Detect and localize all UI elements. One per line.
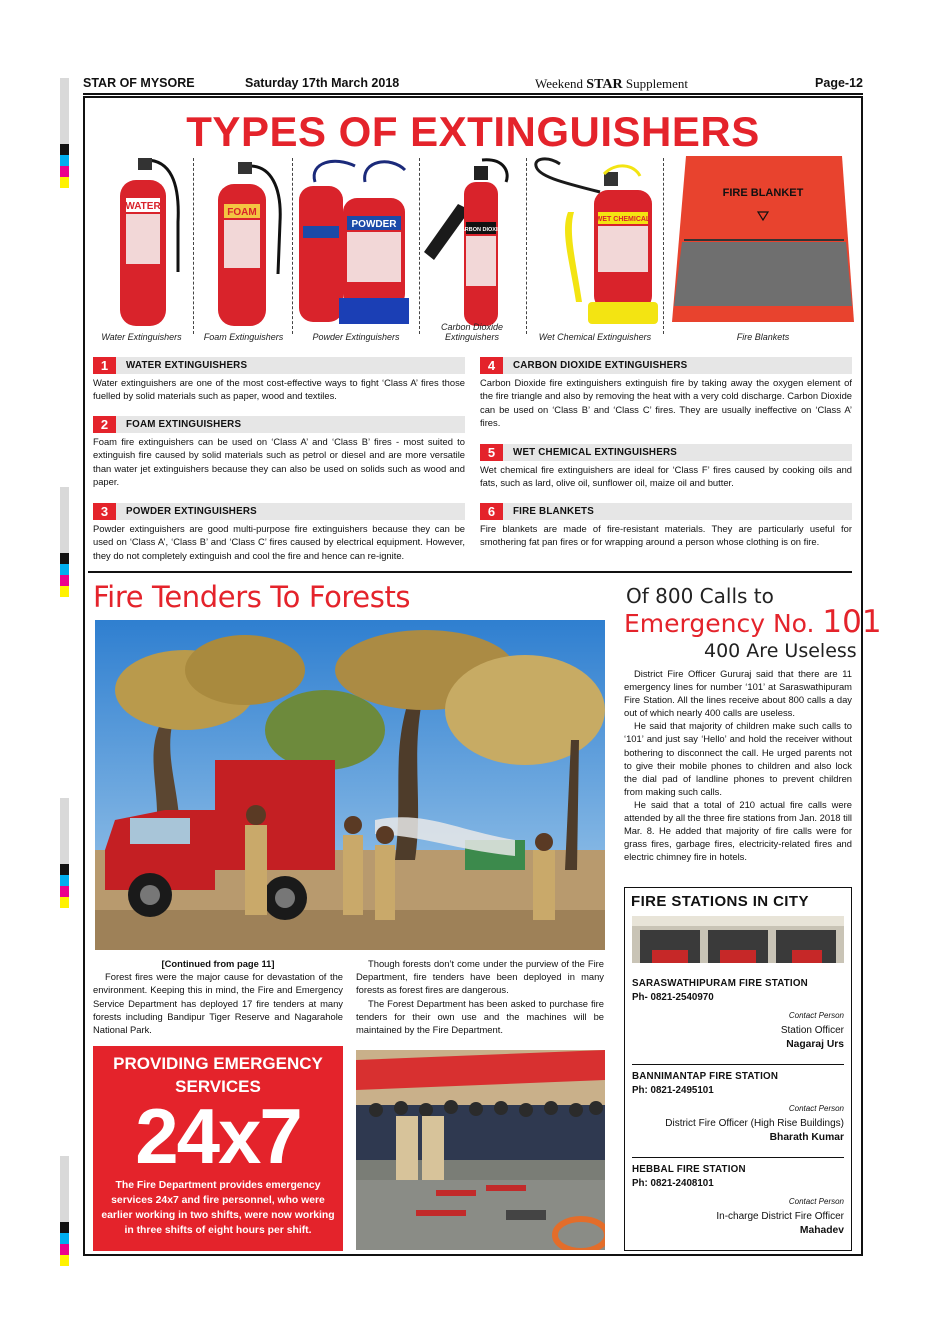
calls-story-body xyxy=(624,667,852,863)
fire-tenders-paragraph: Though forests don’t come under the purview of the Fire Department, fire tenders have been deployed in many forests as forest fires are dangerous. xyxy=(356,958,604,996)
emergency-services-box xyxy=(93,1046,343,1251)
section-header xyxy=(93,357,465,374)
section-foam xyxy=(93,416,465,488)
section-body: Foam fire extinguishers can be used on ‘Class A’ and ‘Class B’ fires - most suited to extinguish fire caused by solid materials such as petrol or diesel and are more versatile than water jet extinguishers because they can also be used on solids such as wood and paper. xyxy=(93,436,465,487)
emergency-24x7: 24x7 xyxy=(135,1092,301,1180)
registration-strip-upper-mid xyxy=(60,487,69,597)
section-co2 xyxy=(480,357,852,429)
fire-blanket-image xyxy=(666,152,860,330)
blanket-label: FIRE BLANKET xyxy=(722,187,804,199)
section-divider xyxy=(88,571,852,573)
section-number: 5 xyxy=(480,444,503,461)
foam-extinguisher-image xyxy=(196,152,291,327)
extinguisher-co2 xyxy=(420,152,524,342)
equipment-demo-photo xyxy=(356,1050,605,1250)
section-title: WATER EXTINGUISHERS xyxy=(126,360,248,371)
foam-label: FOAM xyxy=(227,207,257,218)
supplement-name xyxy=(535,76,688,93)
station-divider xyxy=(632,1157,844,1158)
contact-role: In-charge District Fire Officer xyxy=(716,1211,844,1222)
masthead-rule xyxy=(83,93,863,95)
station-name: SARASWATHIPURAM FIRE STATION xyxy=(632,978,808,989)
section-title: POWDER EXTINGUISHERS xyxy=(126,506,257,517)
section-powder xyxy=(93,503,465,562)
fire-tenders-headline: Fire Tenders To Forests xyxy=(93,580,411,614)
section-header xyxy=(480,357,852,374)
separator xyxy=(663,158,664,334)
supplement-suffix: Supplement xyxy=(622,76,688,91)
types-headline: TYPES OF EXTINGUISHERS xyxy=(186,108,760,155)
contact-label: Contact Person xyxy=(788,1011,844,1020)
station-name: BANNIMANTAP FIRE STATION xyxy=(632,1071,779,1082)
section-title: FIRE BLANKETS xyxy=(513,506,594,517)
section-fire-blankets xyxy=(480,503,852,549)
fire-tenders-col2 xyxy=(356,957,604,1036)
contact-person: Nagaraj Urs xyxy=(786,1039,844,1050)
contact-label: Contact Person xyxy=(788,1104,844,1113)
issue-date: Saturday 17th March 2018 xyxy=(245,76,400,90)
continued-tag: [Continued from page 11] xyxy=(161,958,275,969)
emergency-title-line2: SERVICES xyxy=(175,1077,261,1096)
station-hebbal xyxy=(632,1164,844,1236)
wet-chemical-extinguisher-image xyxy=(530,152,660,327)
contact-person: Bharath Kumar xyxy=(769,1132,844,1143)
fire-tenders-paragraph: Forest fires were the major cause for devastation of the environment. Keeping this in mind, the Fire and Emergency Service Department has deployed 17 fire tenders at many forests including Bandipur Tiger Reserve and Nagarahole National Park. xyxy=(93,971,343,1036)
calls-paragraph: District Fire Officer Gururaj said that there are 11 emergency lines for number ‘101’ at Saraswathipuram Fire Station. All the lines receive about 800 calls a day out of which nearly 400 calls are useless. xyxy=(624,668,852,719)
section-body: Carbon Dioxide fire extinguishers extinguish fire by taking away the oxygen element of the fire triangle and also by removing the heat with a very cold discharge. Carbon Dioxide can be used on ‘Class B’ and ‘Class C’ fires. They are usually ineffective on ‘Class A’ fires. xyxy=(480,377,852,428)
section-title: FOAM EXTINGUISHERS xyxy=(126,419,242,430)
powder-label: POWDER xyxy=(351,219,397,230)
calls-headline-line1: Of 800 Calls to xyxy=(626,584,774,608)
water-extinguisher-image xyxy=(90,152,193,327)
caption-blanket: Fire Blankets xyxy=(736,332,790,342)
registration-strip-bottom xyxy=(60,1156,69,1266)
fire-station-photo xyxy=(632,916,844,963)
emergency-body: The Fire Department provides emergency services 24x7 and fire personnel, who were earlier working in two shifts, were now working in three shifts of eight hours per shift. xyxy=(101,1180,335,1236)
contact-person: Mahadev xyxy=(799,1225,844,1236)
contact-role: District Fire Officer (High Rise Buildings) xyxy=(665,1118,844,1129)
calls-paragraph: He said that majority of children make such calls to ‘101’ and just say ‘Hello’ and hold the receiver without bothering to disconnect the call. He urged parents not to give their mobile phones to children and also lock the dial pad of landline phones to prevent children from making such calls. xyxy=(624,720,852,797)
fire-stations-box xyxy=(624,887,852,1251)
station-phone: Ph- 0821-2540970 xyxy=(632,992,714,1003)
calls-headline-line3: 400 Are Useless xyxy=(704,640,857,662)
page-number: Page-12 xyxy=(815,76,863,90)
caption-co2: Carbon Dioxide Extinguishers xyxy=(440,322,504,342)
supplement-prefix: Weekend xyxy=(535,76,587,91)
extinguisher-strip xyxy=(90,152,860,342)
registration-strip-lower-mid xyxy=(60,798,69,908)
caption-foam: Foam Extinguishers xyxy=(203,332,284,342)
section-header xyxy=(480,503,852,520)
section-header xyxy=(93,503,465,520)
station-bannimantap xyxy=(632,1071,844,1143)
caption-powder: Powder Extinguishers xyxy=(312,332,400,342)
stations-title: FIRE STATIONS IN CITY xyxy=(631,893,809,910)
section-header xyxy=(93,416,465,433)
caption-water: Water Extinguishers xyxy=(101,332,182,342)
section-number: 3 xyxy=(93,503,116,520)
extinguisher-water xyxy=(90,152,193,342)
contact-role: Station Officer xyxy=(780,1025,844,1036)
fire-tenders-col1 xyxy=(93,957,343,1036)
co2-extinguisher-image xyxy=(420,152,524,327)
section-body: Water extinguishers are one of the most cost-effective ways to fight ‘Class A’ fires those fuelled by solid materials such as paper, wood and textiles. xyxy=(93,377,465,402)
station-saraswathipuram xyxy=(632,978,844,1050)
contact-label: Contact Person xyxy=(788,1197,844,1206)
section-header xyxy=(480,444,852,461)
fire-tender-photo xyxy=(95,620,605,950)
section-number: 4 xyxy=(480,357,503,374)
section-title: WET CHEMICAL EXTINGUISHERS xyxy=(513,447,677,458)
extinguisher-powder xyxy=(295,152,417,342)
water-label: WATER xyxy=(125,201,161,212)
masthead xyxy=(83,76,863,93)
fire-tenders-paragraph: The Forest Department has been asked to purchase fire tenders for their own use and the machines will be maintained by the Fire Department. xyxy=(356,997,604,1036)
separator xyxy=(526,158,527,334)
extinguisher-foam xyxy=(196,152,291,342)
section-body: Fire blankets are made of fire-resistant materials. They are particularly useful for smothering fat pan fires or for wrapping around a person whose clothing is on fire. xyxy=(480,523,852,548)
section-number: 1 xyxy=(93,357,116,374)
calls-headline-number: 101 xyxy=(822,604,882,640)
station-divider xyxy=(632,1064,844,1065)
emergency-title-line1: PROVIDING EMERGENCY xyxy=(113,1054,323,1073)
calls-paragraph: He said that a total of 210 actual fire calls were attended by all the three fire stations from Jan. 2018 till Mar. 8. He added that majority of fire calls were for grass fires, garbage fires, electricity-related fires and electric chimney fire in hotels. xyxy=(624,798,852,863)
calls-headline-line2 xyxy=(624,604,882,640)
supplement-star: STAR xyxy=(586,77,623,92)
extinguisher-wet-chemical xyxy=(530,152,660,342)
section-body: Wet chemical fire extinguishers are ideal for ‘Class F’ fires caused by cooking oils and fats, such as lard, olive oil, sunflower oil, maize oil and butter. xyxy=(480,464,852,489)
station-name: HEBBAL FIRE STATION xyxy=(632,1164,746,1175)
powder-extinguisher-image xyxy=(295,152,417,327)
wet-chemical-label: WET CHEMICAL xyxy=(595,216,651,223)
station-phone: Ph: 0821-2408101 xyxy=(632,1178,714,1189)
co2-label: CARBON DIOXIDE xyxy=(456,227,506,233)
calls-headline-text: Emergency No. xyxy=(624,609,823,638)
caption-wet-chemical: Wet Chemical Extinguishers xyxy=(538,332,652,342)
separator xyxy=(193,158,194,334)
separator xyxy=(292,158,293,334)
section-wet-chemical xyxy=(480,444,852,490)
newspaper-name: STAR OF MYSORE xyxy=(83,76,195,90)
registration-strip-top xyxy=(60,78,69,188)
section-title: CARBON DIOXIDE EXTINGUISHERS xyxy=(513,360,688,371)
section-body: Powder extinguishers are good multi-purpose fire extinguishers because they can be used on ‘Class A’, ‘Class B’ and ‘Class C’ fires caused by electrical equipment. However, they do not completely extinguish and cool the fire and hence can re-ignite. xyxy=(93,523,465,561)
section-water xyxy=(93,357,465,403)
fire-blanket xyxy=(666,152,860,342)
section-number: 6 xyxy=(480,503,503,520)
section-number: 2 xyxy=(93,416,116,433)
station-phone: Ph: 0821-2495101 xyxy=(632,1085,714,1096)
